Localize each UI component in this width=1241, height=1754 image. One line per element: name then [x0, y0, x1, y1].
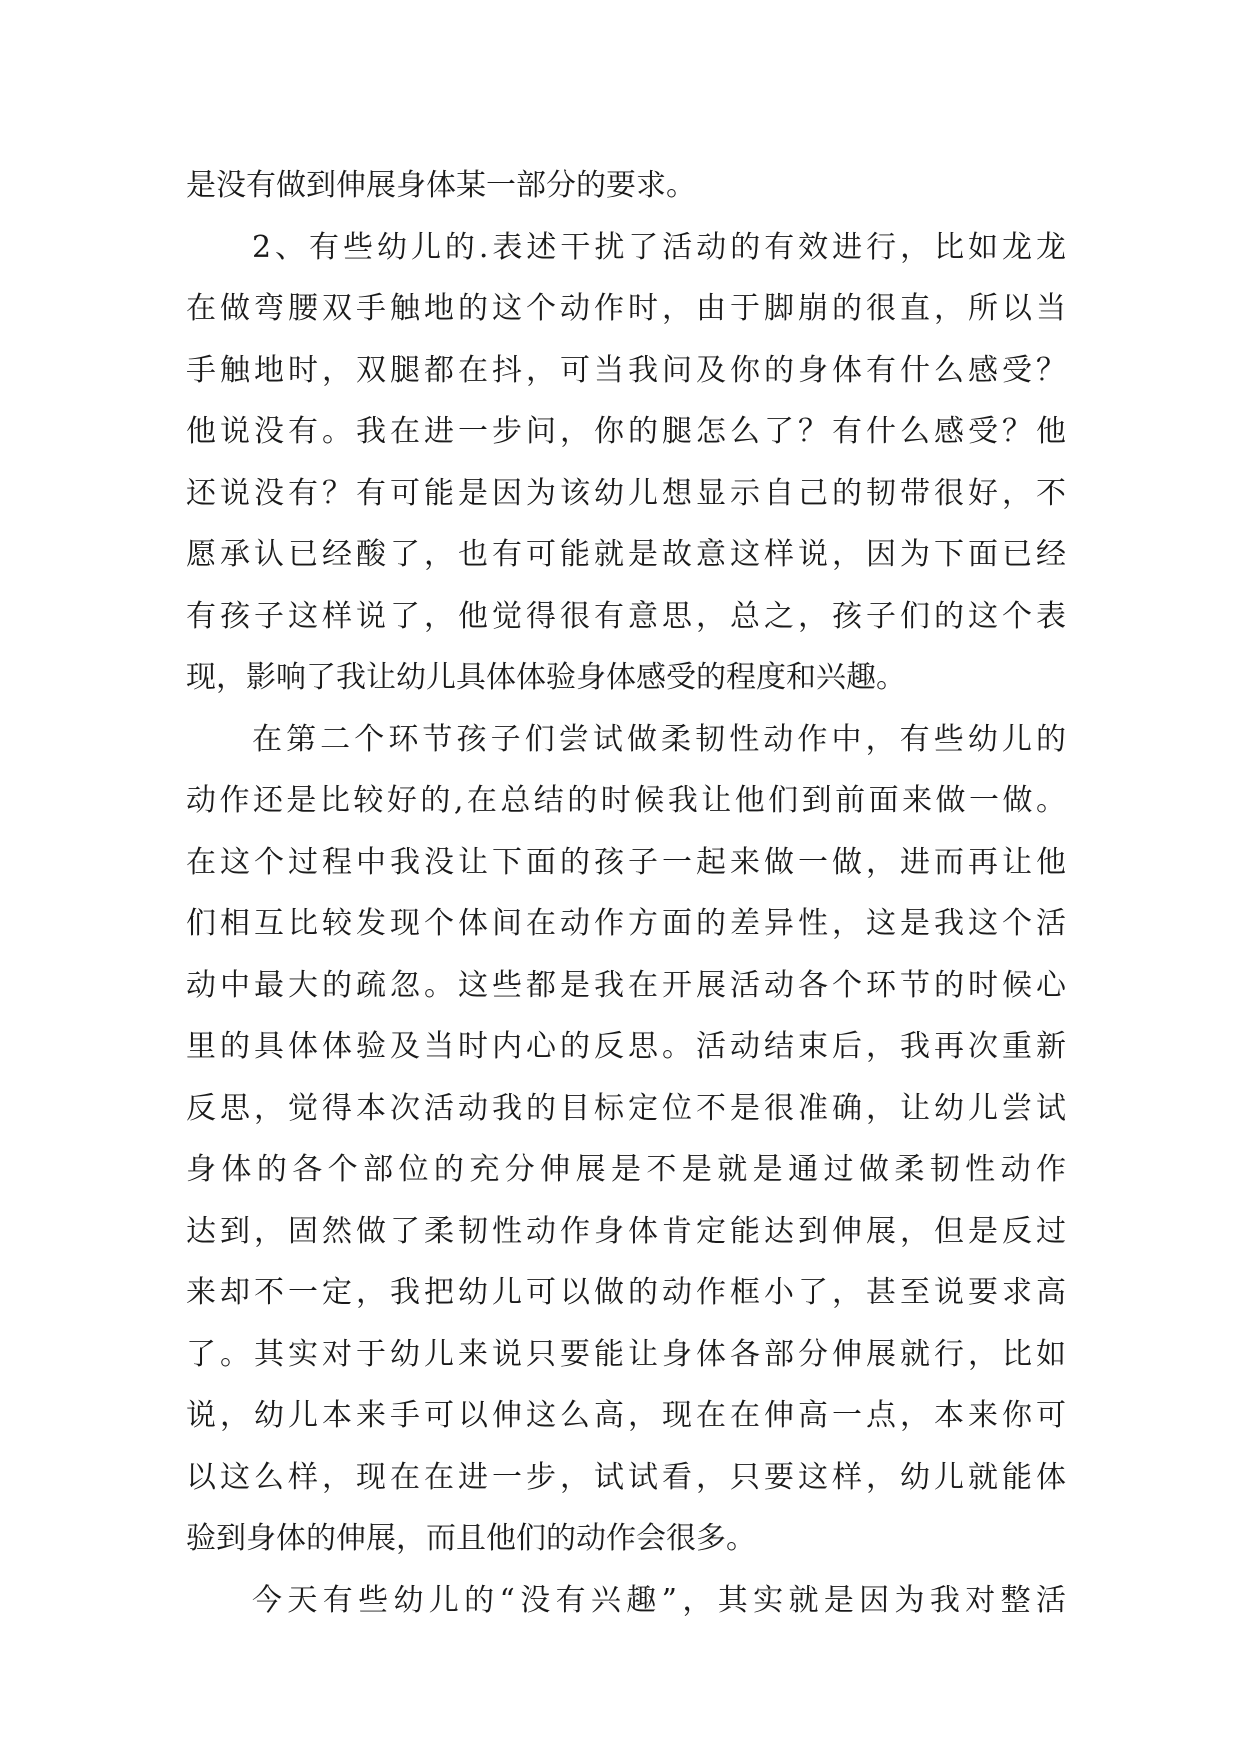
paragraph-start-line: 2、有些幼儿的.表述干扰了活动的有效进行，比如龙龙 [252, 229, 1066, 265]
paragraph-start-line: 今天有些幼儿的“没有兴趣”，其实就是因为我对整活 [252, 1582, 1066, 1618]
text-line: 手触地时，双腿都在抖，可当我问及你的身体有什么感受？ [186, 352, 1066, 388]
text-line: 动中最大的疏忽。这些都是我在开展活动各个环节的时候心 [186, 967, 1066, 1003]
text-line: 是没有做到伸展身体某一部分的要求。 [186, 168, 696, 203]
text-line: 他说没有。我在进一步问，你的腿怎么了？有什么感受？他 [186, 414, 1066, 449]
text-line: 反思，觉得本次活动我的目标定位不是很准确，让幼儿尝试 [186, 1090, 1066, 1126]
text-line: 动作还是比较好的,在总结的时候我让他们到前面来做一做。 [186, 783, 1066, 818]
text-line: 验到身体的伸展，而且他们的动作会很多。 [186, 1521, 756, 1556]
text-line: 说，幼儿本来手可以伸这么高，现在在伸高一点，本来你可 [186, 1398, 1066, 1433]
paragraph-start-line: 在第二个环节孩子们尝试做柔韧性动作中，有些幼儿的 [252, 721, 1066, 757]
text-line: 了。其实对于幼儿来说只要能让身体各部分伸展就行，比如 [186, 1336, 1066, 1372]
text-line: 来却不一定，我把幼儿可以做的动作框小了，甚至说要求高 [186, 1275, 1066, 1310]
body-text [186, 155, 1066, 1631]
text-line: 达到，固然做了柔韧性动作身体肯定能达到伸展，但是反过 [186, 1213, 1066, 1249]
text-line: 身体的各个部位的充分伸展是不是就是通过做柔韧性动作 [186, 1152, 1066, 1187]
text-line: 们相互比较发现个体间在动作方面的差异性，这是我这个活 [186, 906, 1066, 941]
text-line: 有孩子这样说了，他觉得很有意思，总之，孩子们的这个表 [186, 598, 1066, 634]
text-line: 在这个过程中我没让下面的孩子一起来做一做，进而再让他 [186, 844, 1066, 880]
text-line: 现，影响了我让幼儿具体体验身体感受的程度和兴趣。 [186, 660, 906, 695]
text-line: 里的具体体验及当时内心的反思。活动结束后，我再次重新 [186, 1029, 1066, 1064]
text-line: 愿承认已经酸了，也有可能就是故意这样说，因为下面已经 [186, 537, 1066, 572]
text-line: 以这么样，现在在进一步，试试看，只要这样，幼儿就能体 [186, 1459, 1066, 1495]
text-line: 在做弯腰双手触地的这个动作时，由于脚崩的很直，所以当 [186, 291, 1066, 326]
text-line: 还说没有？有可能是因为该幼儿想显示自己的韧带很好，不 [186, 475, 1066, 511]
